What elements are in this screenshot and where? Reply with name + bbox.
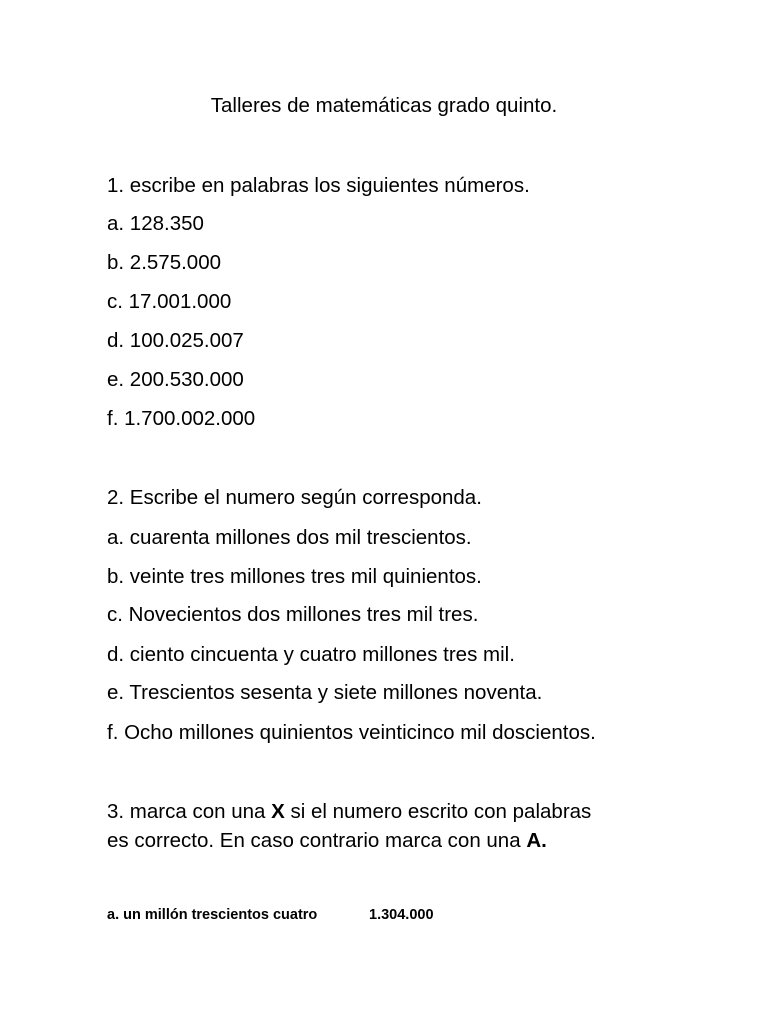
section2-item-c: c. Novecientos dos millones tres mil tres. (107, 603, 479, 626)
section1-item-f: f. 1.700.002.000 (107, 407, 256, 430)
section3-instruction-line1 (107, 800, 591, 824)
section3-item-a-text: a. un millón trescientos cuatro (107, 907, 318, 923)
mark-x: X (271, 800, 285, 823)
section2-item-f: f. Ocho millones quinientos veinticinco mil doscientos. (107, 721, 596, 744)
section1-heading: 1. escribe en palabras los siguientes números. (107, 174, 530, 197)
section1-item-b: b. 2.575.000 (107, 251, 221, 274)
section3-item-a-number: 1.304.000 (369, 907, 434, 923)
section2-item-b: b. veinte tres millones tres mil quinientos. (107, 565, 482, 588)
section1-item-c: c. 17.001.000 (107, 290, 232, 313)
section2-item-d: d. ciento cincuenta y cuatro millones tres mil. (107, 643, 515, 666)
section2-heading: 2. Escribe el numero según corresponda. (107, 486, 482, 509)
section3-line2-prefix: es correcto. En caso contrario marca con una (107, 829, 527, 852)
page-title: Talleres de matemáticas grado quinto. (210, 94, 558, 117)
section3-line1-suffix: si el numero escrito con palabras (284, 800, 592, 823)
mark-a: A. (526, 829, 547, 852)
section1-item-e: e. 200.530.000 (107, 368, 244, 391)
section3-instruction-line2 (107, 829, 547, 853)
section1-item-d: d. 100.025.007 (107, 329, 244, 352)
section3-line1-prefix: 3. marca con una (107, 800, 272, 823)
section1-item-a: a. 128.350 (107, 212, 204, 235)
section2-item-a: a. cuarenta millones dos mil trescientos. (107, 526, 472, 549)
section2-item-e: e. Trescientos sesenta y siete millones noventa. (107, 681, 543, 704)
